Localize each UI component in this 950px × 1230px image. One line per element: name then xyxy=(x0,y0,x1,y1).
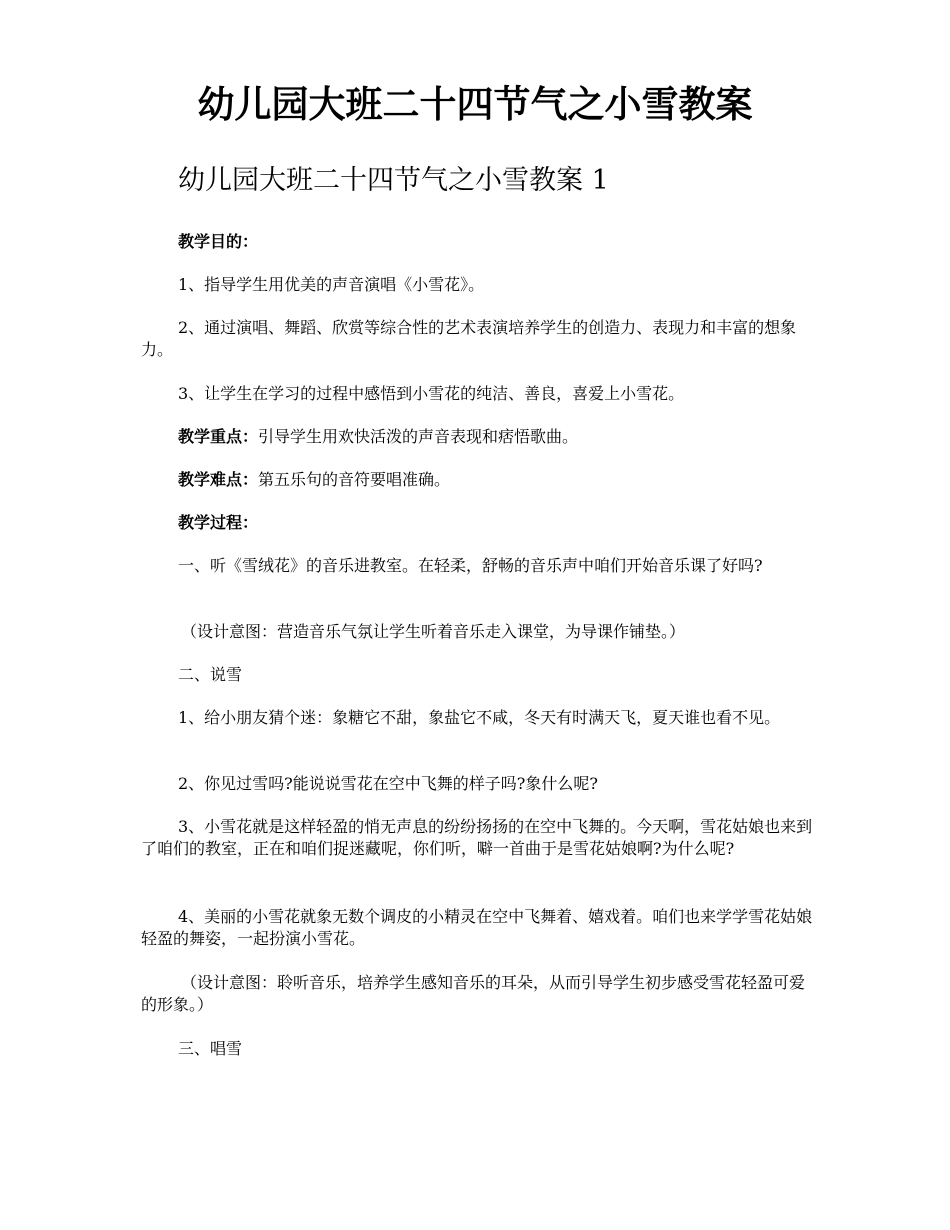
process-design-note-1: （设计意图：营造音乐气氛让学生听着音乐走入课堂，为导课作铺垫。） xyxy=(181,622,686,641)
objective-3: 3、让学生在学习的过程中感悟到小雪花的纯洁、善良，喜爱上小雪花。 xyxy=(178,384,685,403)
section-heading: 幼儿园大班二十四节气之小雪教案 1 xyxy=(178,165,609,196)
objectives-label: 教学目的： xyxy=(178,232,259,251)
document-title: 幼儿园大班二十四节气之小雪教案 xyxy=(197,82,753,126)
key-point-label: 教学重点： xyxy=(178,427,259,446)
key-point-paragraph xyxy=(141,426,816,448)
difficulty-label: 教学难点： xyxy=(178,470,259,489)
process-section-2: 二、说雪 xyxy=(178,665,243,684)
process-item-question: 2、你见过雪吗?能说说雪花在空中飞舞的样子吗?象什么呢? xyxy=(178,774,598,793)
objective-2: 2、通过演唱、舞蹈、欣赏等综合性的艺术表演培养学生的创造力、表现力和丰富的想象力。 xyxy=(141,318,797,359)
difficulty-paragraph xyxy=(141,469,816,491)
key-point-text: 引导学生用欢快活泼的声音表现和痞悟歌曲。 xyxy=(258,427,579,446)
difficulty-text: 第五乐句的音符要唱准确。 xyxy=(258,470,451,489)
process-label: 教学过程： xyxy=(178,513,259,532)
objectives-heading xyxy=(141,231,816,253)
process-item-riddle: 1、给小朋友猜个迷：象糖它不甜，象盐它不咸，冬天有时满天飞，夏天谁也看不见。 xyxy=(178,708,781,727)
process-section-3: 三、唱雪 xyxy=(178,1039,243,1058)
process-item-snow-flying: 3、小雪花就是这样轻盈的悄无声息的纷纷扬扬的在空中飞舞的。今天啊，雪花姑娘也来到了咱们的教室，正在和咱们捉迷藏呢，你们听，噼一首曲于是雪花姑娘啊?为什么呢? xyxy=(141,817,813,858)
process-design-note-2: （设计意图：聆听音乐，培养学生感知音乐的耳朵，从而引导学生初步感受雪花轻盈可爱的形象。） xyxy=(141,973,806,1014)
objective-1: 1、指导学生用优美的声音演唱《小雪花》。 xyxy=(178,275,485,294)
process-item-dance: 4、美丽的小雪花就象无数个调皮的小精灵在空中飞舞着、嬉戏着。咱们也来学学雪花姑娘轻盈的舞姿，一起扮演小雪花。 xyxy=(141,907,813,948)
process-step-1: 一、听《雪绒花》的音乐进教室。在轻柔，舒畅的音乐声中咱们开始音乐课了好吗? xyxy=(178,556,763,575)
process-heading xyxy=(141,512,816,534)
